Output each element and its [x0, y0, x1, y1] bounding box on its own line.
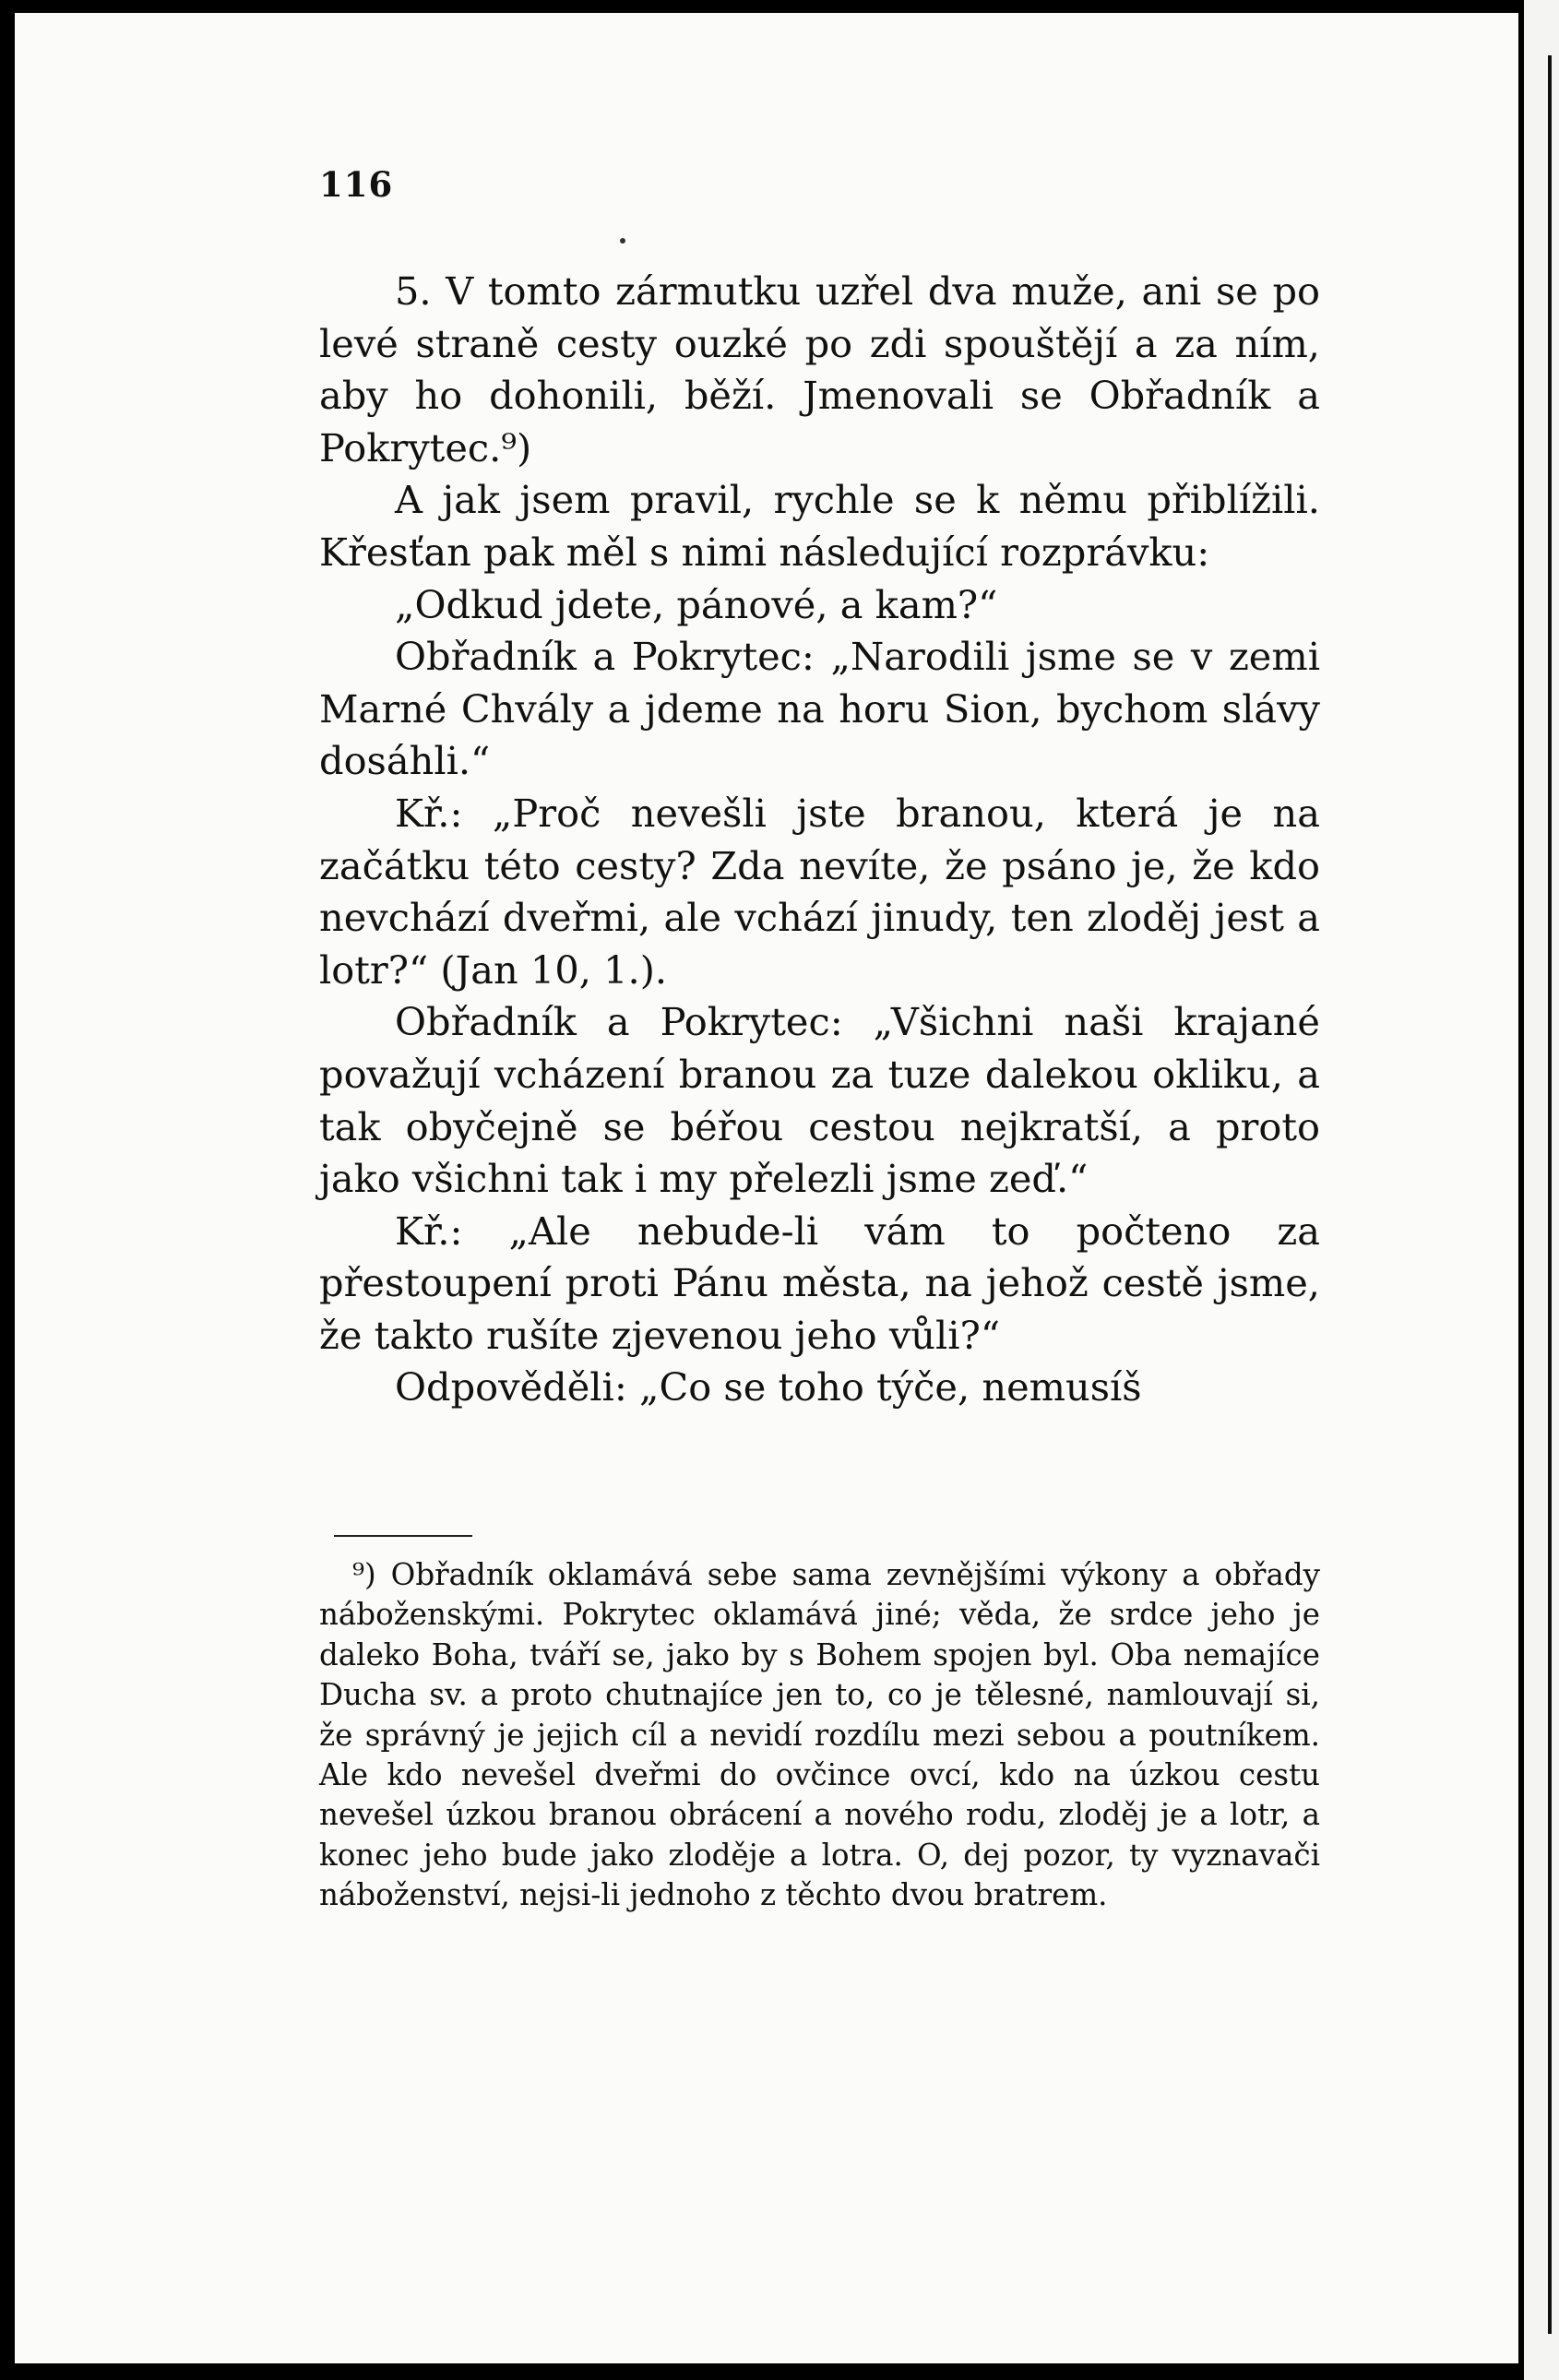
footnote: [319, 1555, 1320, 1916]
paragraph: Odpověděli: „Co se toho týče, nemusíš: [395, 1364, 1142, 1410]
footnote-separator: [334, 1535, 472, 1537]
paragraph: „Odkud jdete, pánové, a kam?“: [395, 581, 998, 627]
paragraph: Obřadník a Pokrytec: „Narodili jsme se v zemi Marné Chvály a jdeme na horu Sion, bychom slávy dosáhli.“: [319, 634, 1320, 784]
paragraph: Obřadník a Pokrytec: „Všichni naši krajané považují vcházení branou za tuze dalekou okliku, a tak obyčejně se béřou cestou nejkratší, a proto jako všichni tak i my přelezli jsme zeď.“: [319, 999, 1320, 1202]
paragraph: Kř.: „Proč nevešli jste branou, která je na začátku této cesty? Zda nevíte, že psáno je, že kdo nevchází dveřmi, ale vchází jinudy, ten zloděj jest a lotr?“ (Jan 10, 1.).: [319, 790, 1320, 993]
main-text: [319, 266, 1320, 1414]
paragraph: A jak jsem pravil, rychle se k němu přiblížili. Křesťan pak měl s nimi následující rozprávku:: [319, 477, 1320, 575]
page-edge-rule: [1548, 55, 1552, 2334]
page-edge-strip: [1524, 0, 1559, 2380]
ink-speck: [620, 238, 625, 244]
paragraph: Kř.: „Ale nebude-li vám to počteno za přestoupení proti Pánu města, na jehož cestě jsme, že takto rušíte zjevenou jeho vůli?“: [319, 1208, 1320, 1358]
footnote-text: Obřadník oklamává sebe sama zevnějšími výkony a obřady náboženskými. Pokrytec oklamává jiné; věda, že srdce jeho je daleko Boha, tváří se, jako by s Bohem spojen byl. Oba nemajíce Ducha sv. a proto chutnajíce jen to, co je tělesné, namlouvají si, že správný je jejich cíl a nevidí rozdílu mezi sebou a poutníkem. Ale kdo nevešel dveřmi do ovčince ovcí, kdo na úzkou cestu nevešel úzkou branou obrácení a nového rodu, zloděj je a lotr, a konec jeho bude jako zloděje a lotra. O, dej pozor, ty vyznavači náboženství, nejsi-li jednoho z těchto dvou bratrem.: [319, 1557, 1320, 1913]
paragraph: 5. V tomto zármutku uzřel dva muže, ani se po levé straně cesty ouzké po zdi spouštějí a za ním, aby ho dohonili, běží. Jmenovali se Obřadník a Pokrytec.⁹): [319, 268, 1320, 470]
footnote-marker: ⁹): [352, 1557, 376, 1592]
page-number: 116: [319, 164, 394, 205]
